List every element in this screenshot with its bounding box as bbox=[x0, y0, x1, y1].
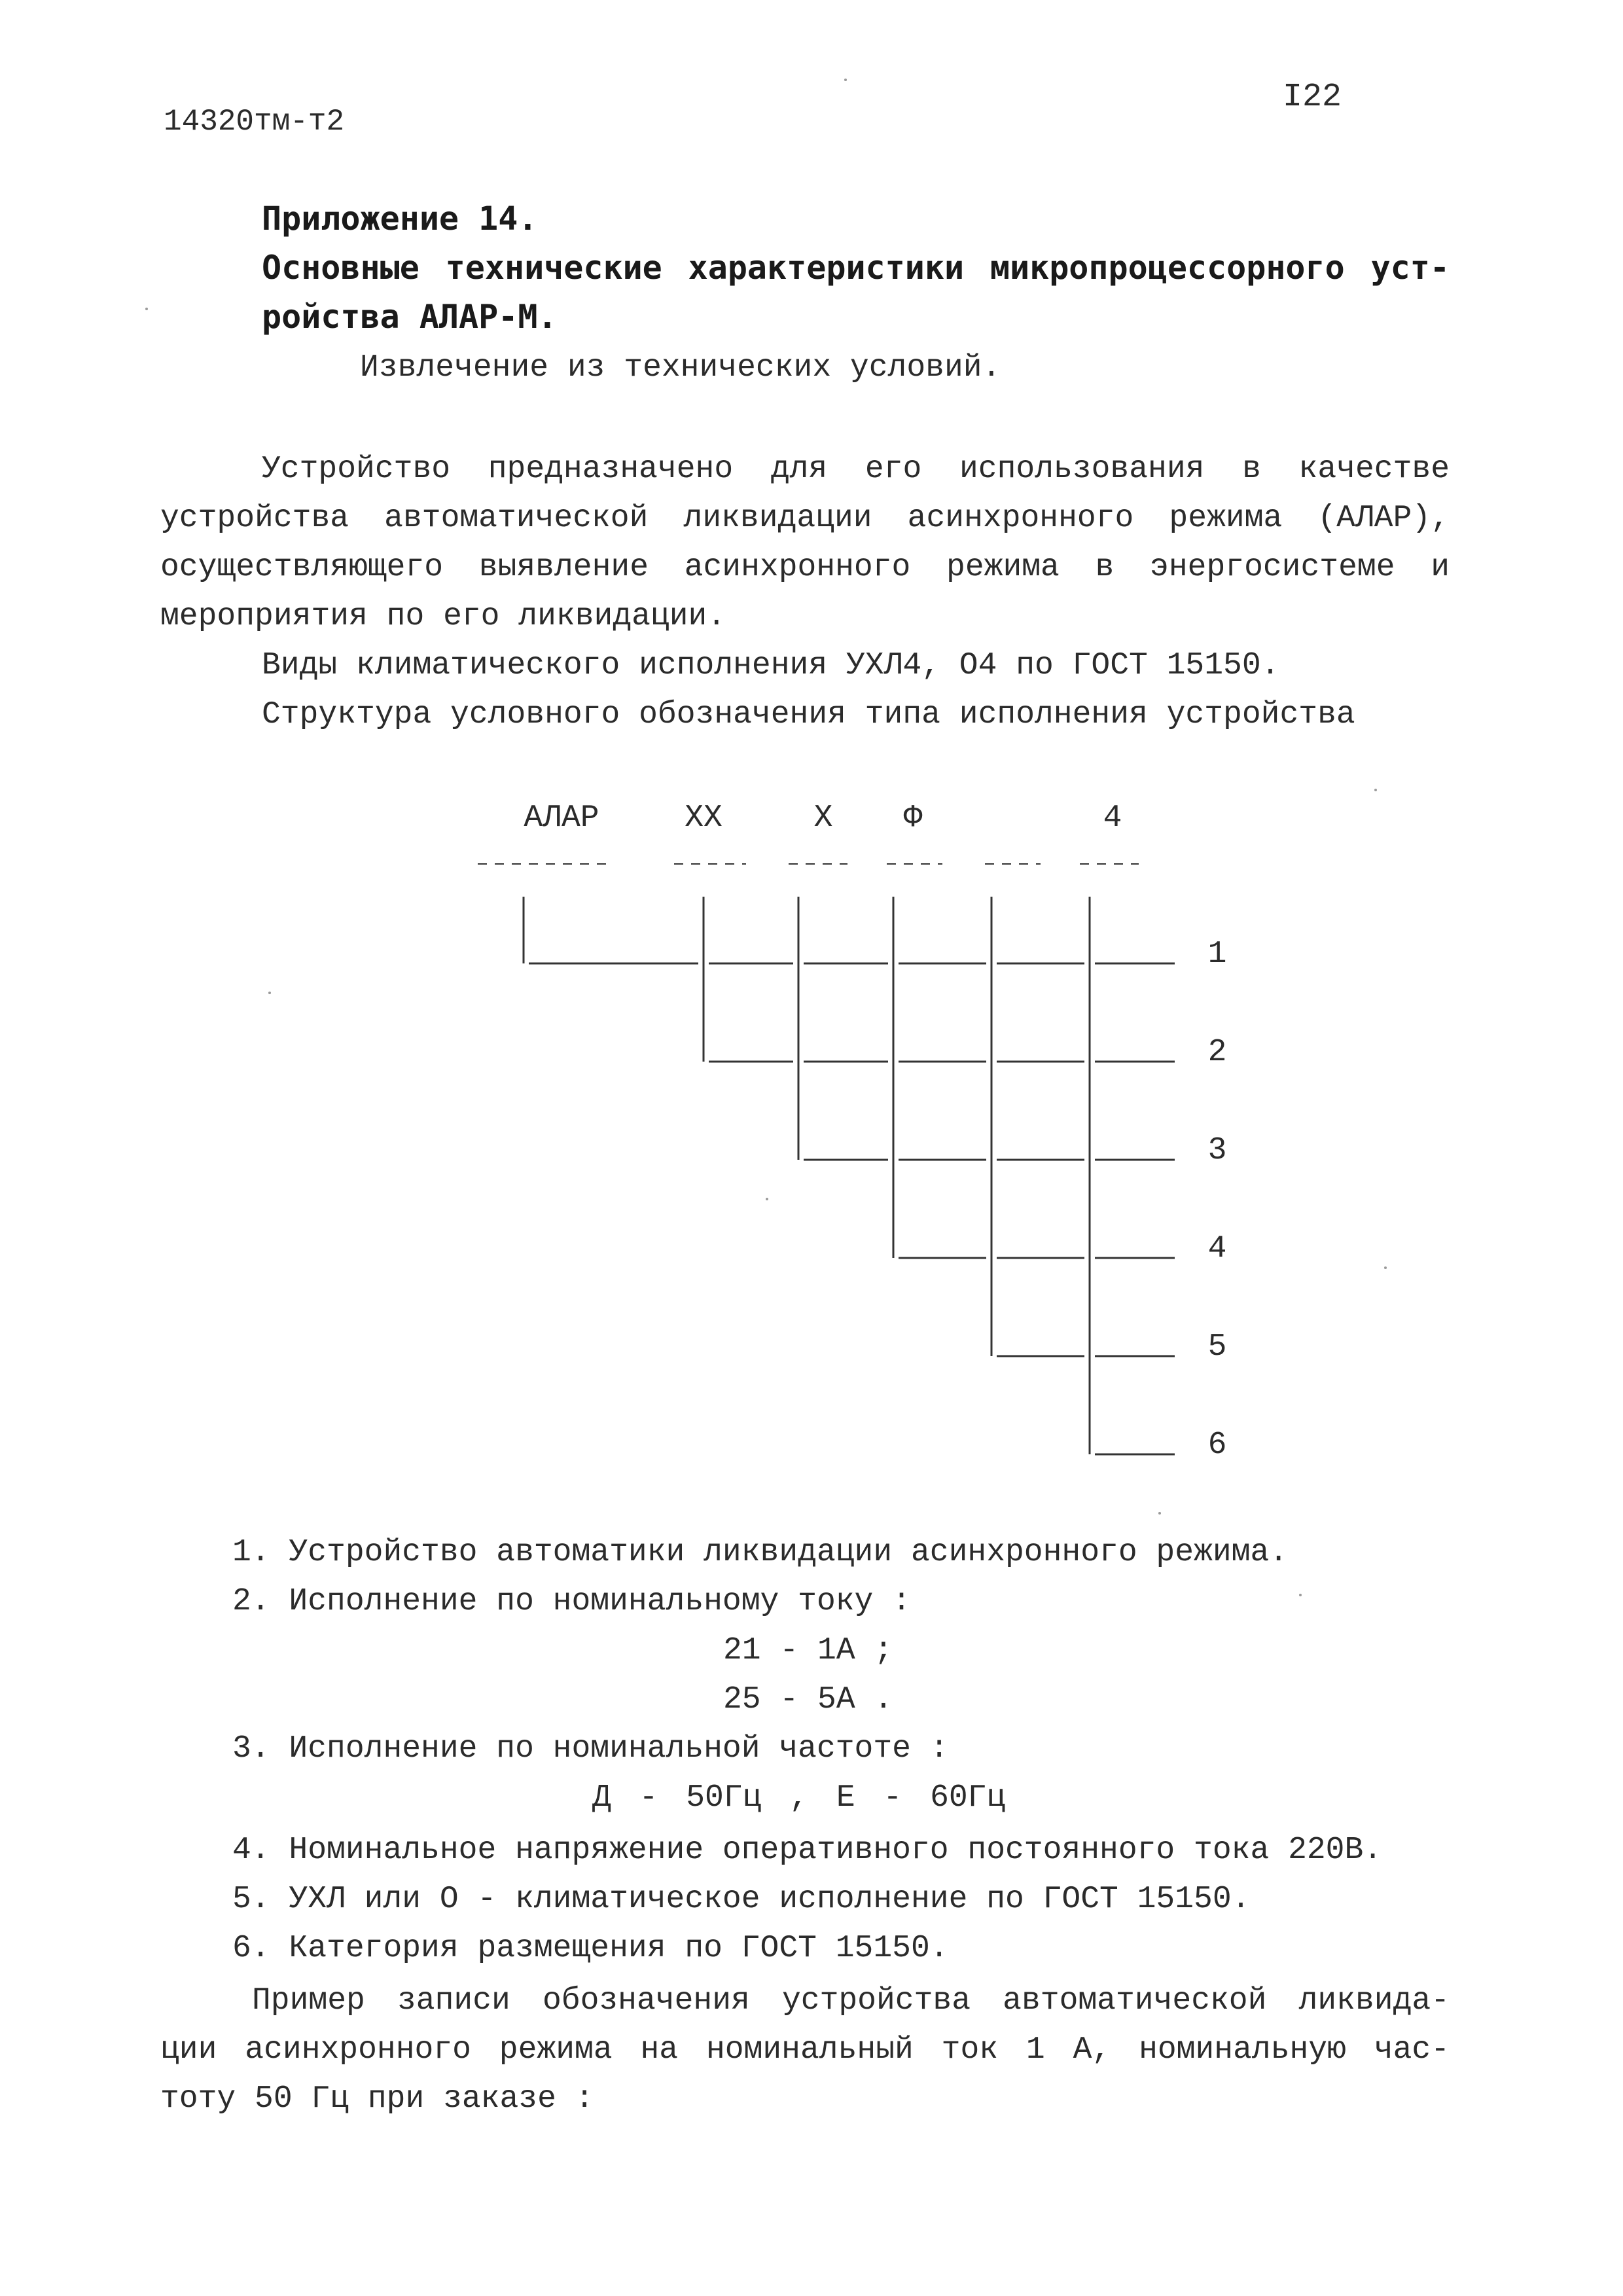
scan-speck bbox=[1158, 1512, 1161, 1515]
document-code: 14320тм-т2 bbox=[164, 105, 345, 139]
diagram-row-number: 6 bbox=[1207, 1427, 1227, 1463]
scan-speck bbox=[268, 992, 271, 994]
structure-paragraph: Структура условного обозначения типа исполнения устройства bbox=[262, 697, 1355, 732]
diagram-row-number: 5 bbox=[1207, 1329, 1227, 1365]
intro-paragraph-line-1: Устройство предназначено для его использования в качестве bbox=[262, 452, 1450, 487]
legend-item-5: 5. УХЛ или О - климатическое исполнение по ГОСТ 15150. bbox=[232, 1882, 1251, 1917]
diagram-row-numbers bbox=[1208, 937, 1227, 1463]
diagram-row-number: 3 bbox=[1207, 1133, 1227, 1168]
legend-item-6: 6. Категория размещения по ГОСТ 15150. bbox=[232, 1931, 949, 1966]
scan-speck bbox=[1374, 789, 1377, 791]
diagram-header: 4 bbox=[1103, 800, 1122, 836]
example-line-1: Пример записи обозначения устройства автоматической ликвида- bbox=[252, 1983, 1450, 2018]
diagram-row-number: 4 bbox=[1207, 1231, 1227, 1266]
intro-paragraph-line-2: устройства автоматической ликвидации асинхронного режима (АЛАР), bbox=[160, 501, 1450, 536]
legend-item-3: 3. Исполнение по номинальной частоте : bbox=[232, 1731, 949, 1767]
diagram-header: X bbox=[813, 800, 833, 836]
title-line-1: Основные технические характеристики микропроцессорного уст- bbox=[262, 249, 1450, 287]
diagram-row-number: 2 bbox=[1207, 1035, 1227, 1070]
subtitle: Извлечение из технических условий. bbox=[360, 350, 1001, 386]
page-number: I22 bbox=[1283, 79, 1342, 116]
diagram-header: XX bbox=[685, 800, 722, 836]
scan-speck bbox=[145, 308, 148, 310]
climate-paragraph: Виды климатического исполнения УХЛ4, О4 по ГОСТ 15150. bbox=[262, 648, 1280, 683]
legend-item-1: 1. Устройство автоматики ликвидации асинхронного режима. bbox=[232, 1535, 1289, 1570]
scan-speck bbox=[844, 79, 847, 81]
intro-paragraph-line-4: мероприятия по его ликвидации. bbox=[160, 599, 726, 634]
diagram-headers bbox=[524, 800, 1122, 836]
diagram-lines bbox=[478, 864, 1175, 1454]
legend-item-2-option-a: 21 - 1А ; bbox=[723, 1633, 893, 1668]
intro-paragraph-line-3: осуществляющего выявление асинхронного режима в энергосистеме и bbox=[160, 550, 1450, 585]
legend-item-2: 2. Исполнение по номинальному току : bbox=[232, 1584, 911, 1619]
diagram-header: АЛАР bbox=[524, 800, 599, 836]
legend-item-4: 4. Номинальное напряжение оперативного постоянного тока 220В. bbox=[232, 1833, 1383, 1868]
example-line-3: тоту 50 Гц при заказе : bbox=[160, 2081, 594, 2117]
legend-item-2-option-b: 25 - 5А . bbox=[723, 1682, 893, 1717]
scan-speck bbox=[1384, 1266, 1387, 1269]
scan-speck bbox=[766, 1198, 768, 1200]
example-line-2: ции асинхронного режима на номинальный ток 1 А, номинальную час- bbox=[160, 2032, 1450, 2068]
diagram-header: Ф bbox=[903, 800, 923, 836]
scan-speck bbox=[1299, 1594, 1302, 1596]
title-line-2: ройства АЛАР-М. bbox=[262, 298, 558, 336]
legend-item-3-options: Д - 50Гц , Е - 60Гц bbox=[592, 1780, 1006, 1816]
diagram-row-number: 1 bbox=[1207, 937, 1227, 972]
appendix-heading: Приложение 14. bbox=[262, 200, 538, 238]
